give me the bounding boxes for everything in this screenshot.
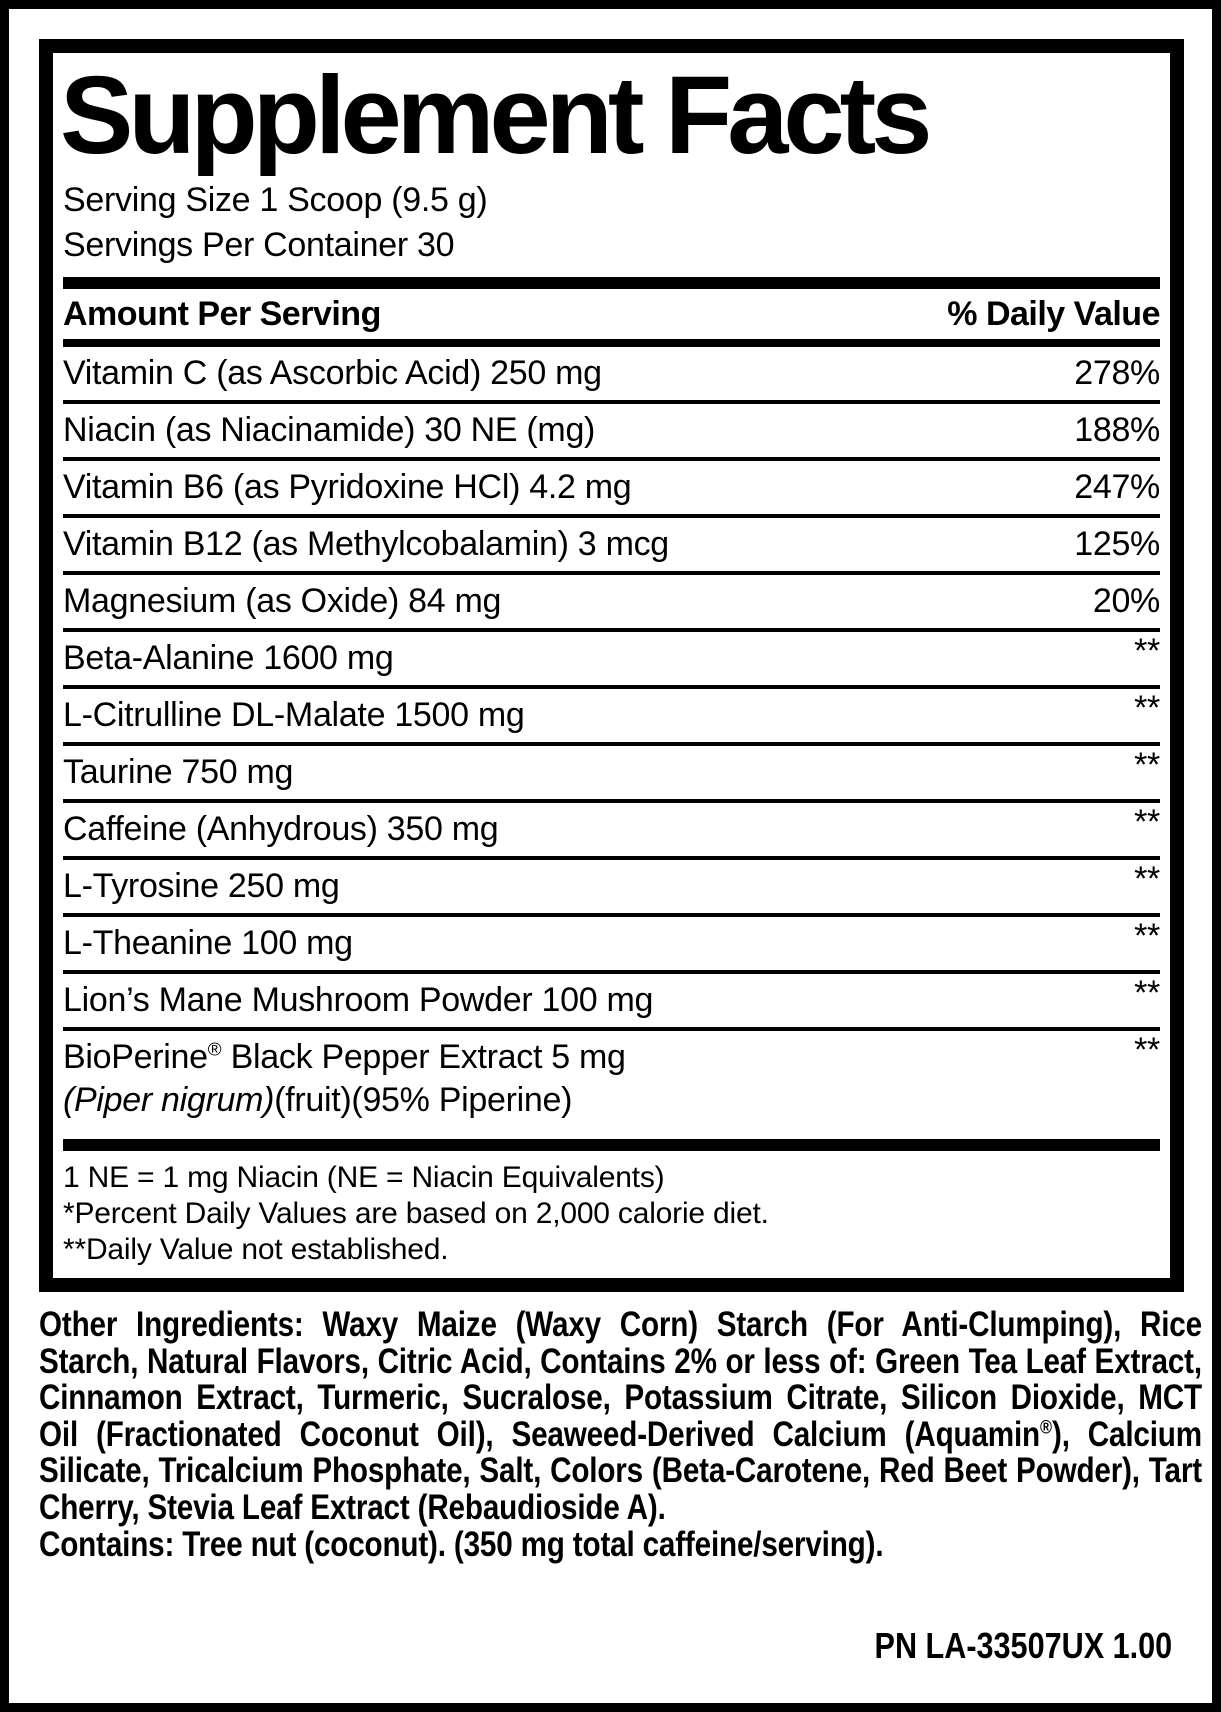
daily-value: ** xyxy=(1134,746,1160,784)
serving-size: Serving Size 1 Scoop (9.5 g) xyxy=(63,181,488,219)
table-row xyxy=(63,970,1160,1027)
other-ingredients xyxy=(39,1307,1202,1527)
registered-mark: ® xyxy=(1039,1417,1052,1439)
divider-thick-bottom xyxy=(63,1139,1160,1151)
table-header-row xyxy=(63,289,1160,339)
ingredient-name: Vitamin B6 (as Pyridoxine HCl) 4.2 mg xyxy=(63,468,632,506)
daily-value: 188% xyxy=(1074,411,1160,449)
daily-value: ** xyxy=(1134,917,1160,955)
table-row xyxy=(63,742,1160,799)
label-content xyxy=(18,18,1203,1694)
daily-value: ** xyxy=(1134,803,1160,841)
ingredient-rows xyxy=(63,347,1160,1130)
amount-per-serving-header: Amount Per Serving xyxy=(63,295,381,333)
daily-value: 125% xyxy=(1074,525,1160,563)
part-number: PN LA-33507UX 1.00 xyxy=(874,1625,1172,1666)
table-row xyxy=(63,799,1160,856)
ingredient-name: Vitamin C (as Ascorbic Acid) 250 mg xyxy=(63,354,602,392)
table-row xyxy=(63,571,1160,628)
table-row xyxy=(63,400,1160,457)
ingredient-name: Niacin (as Niacinamide) 30 NE (mg) xyxy=(63,411,596,449)
table-row xyxy=(63,1027,1160,1130)
ingredient-name: Magnesium (as Oxide) 84 mg xyxy=(63,582,502,620)
daily-value: ** xyxy=(1134,1031,1160,1069)
table-row xyxy=(63,514,1160,571)
daily-value: ** xyxy=(1134,860,1160,898)
daily-value: ** xyxy=(1134,974,1160,1012)
footnote-not-established: **Daily Value not established. xyxy=(63,1233,449,1266)
ingredient-subline: (Piper nigrum)(fruit)(95% Piperine) xyxy=(63,1081,573,1119)
daily-value: 247% xyxy=(1074,468,1160,506)
daily-value: 278% xyxy=(1074,354,1160,392)
other-ingredients-section xyxy=(39,1307,1202,1563)
registered-mark: ® xyxy=(207,1038,222,1060)
table-row xyxy=(63,913,1160,970)
divider-thick-top xyxy=(63,277,1160,289)
servings-per-container: Servings Per Container 30 xyxy=(63,226,455,264)
facts-box xyxy=(39,39,1184,1292)
ingredient-name: Beta-Alanine 1600 mg xyxy=(63,639,394,677)
divider-medium xyxy=(63,339,1160,347)
daily-value: 20% xyxy=(1092,582,1160,620)
footnote-percent-daily-values: *Percent Daily Values are based on 2,000 calorie diet. xyxy=(63,1197,769,1230)
table-row xyxy=(63,457,1160,514)
ingredient-name: L-Citrulline DL-Malate 1500 mg xyxy=(63,696,525,734)
daily-value: ** xyxy=(1134,632,1160,670)
ingredient-name: Lion’s Mane Mushroom Powder 100 mg xyxy=(63,981,654,1019)
table-row xyxy=(63,628,1160,685)
other-ingredients-text: Other Ingredients: Waxy Maize (Waxy Corn) Starch (For Anti-Clumping), Rice Starch, Natural Flavors, Citric Acid, Contains 2% or less of: Green Tea Leaf Extract, Cinnamon Extract, Turmeric, Sucralose, Potassium Citrate, Silicon Dioxide, MCT Oil (Fractionated Coconut Oil), Seaweed-Derived Calcium (Aquamin xyxy=(39,1305,1202,1454)
table-row xyxy=(63,856,1160,913)
contains-statement: Contains: Tree nut (coconut). (350 mg total caffeine/serving). xyxy=(39,1524,884,1564)
ingredient-name: BioPerine® Black Pepper Extract 5 mg (Piper nigrum)(fruit)(95% Piperine) xyxy=(63,1038,626,1119)
ingredient-name: Vitamin B12 (as Methylcobalamin) 3 mcg xyxy=(63,525,669,563)
table-row xyxy=(63,685,1160,742)
facts-title: Supplement Facts xyxy=(60,54,928,177)
daily-value-header: % Daily Value xyxy=(947,295,1160,333)
footnote-niacin-equivalents: 1 NE = 1 mg Niacin (NE = Niacin Equivalents) xyxy=(63,1161,665,1194)
footnotes xyxy=(63,1151,1160,1272)
ingredient-name: Taurine 750 mg xyxy=(63,753,294,791)
daily-value: ** xyxy=(1134,689,1160,727)
other-ingredients-text-cont: ), Calcium Silicate, Tricalcium Phosphate, Salt, Colors (Beta-Carotene, Red Beet Powder), Tart Cherry, Stevia Leaf Extract (Rebaudioside A). xyxy=(39,1414,1202,1527)
ingredient-name: Caffeine (Anhydrous) 350 mg xyxy=(63,810,499,848)
ingredient-name: L-Tyrosine 250 mg xyxy=(63,867,340,905)
ingredient-name: L-Theanine 100 mg xyxy=(63,924,353,962)
table-row xyxy=(63,347,1160,400)
